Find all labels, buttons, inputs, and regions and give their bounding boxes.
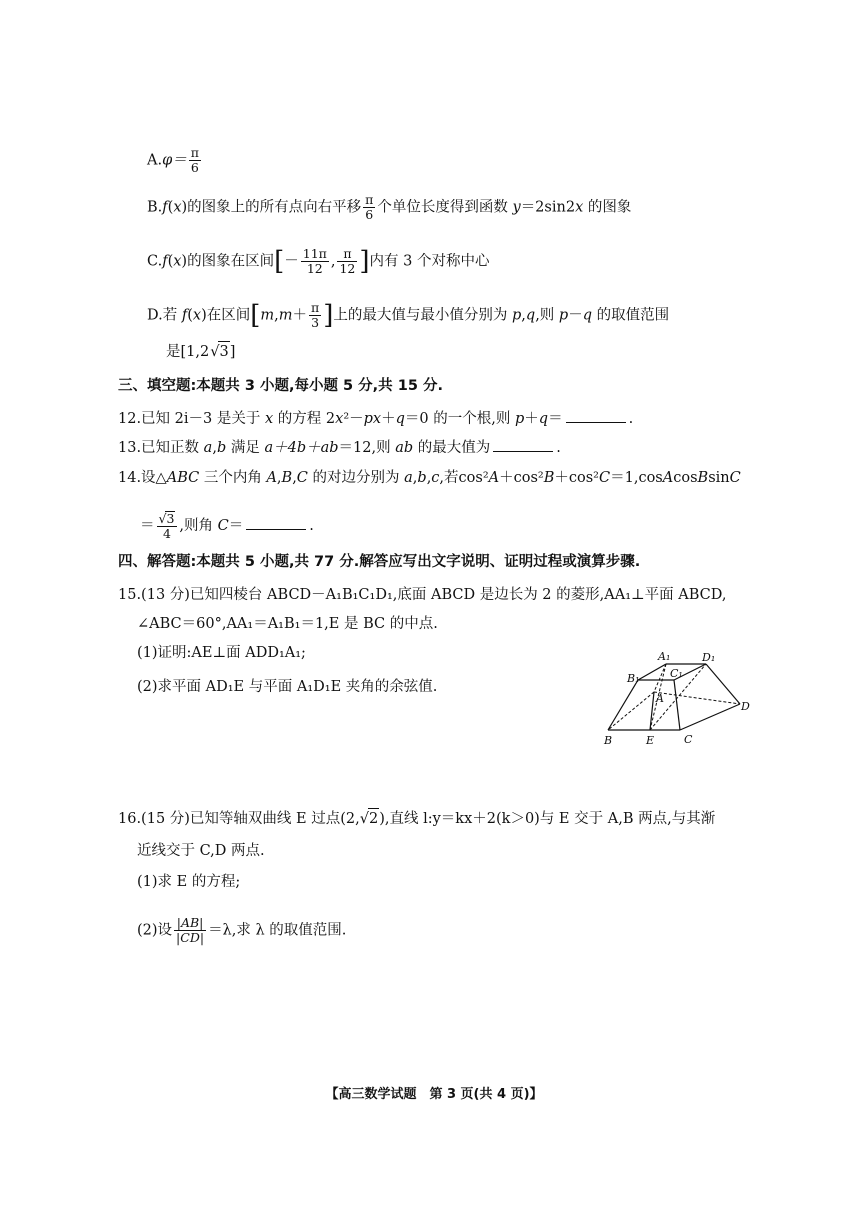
question-14-continuation xyxy=(140,511,314,541)
text: ] xyxy=(229,344,236,360)
text: , xyxy=(330,253,336,270)
text: )在区间 xyxy=(201,307,251,324)
option-c xyxy=(147,247,490,276)
text: 是[1,2 xyxy=(166,344,210,360)
text: ＝2sin2 xyxy=(520,199,576,216)
text: . xyxy=(556,440,561,456)
text: , xyxy=(292,470,297,486)
text: 内有 3 个对称中心 xyxy=(369,253,490,270)
text: , xyxy=(521,307,526,324)
fraction-denominator: 3 xyxy=(311,315,320,330)
math-var: B xyxy=(543,470,555,486)
fraction-numerator: √3 xyxy=(157,511,178,527)
text: 12.已知 2i－3 是关于 xyxy=(118,411,265,427)
math-var: b xyxy=(216,440,227,456)
text: ＝0 的一个根,则 xyxy=(404,411,515,427)
text: ＝ xyxy=(548,411,563,427)
text: (2)设 xyxy=(137,922,173,939)
text: , xyxy=(412,470,418,486)
math-var: y xyxy=(512,199,521,216)
option-b xyxy=(147,193,631,222)
label-d: D xyxy=(741,700,750,713)
text: ,则 xyxy=(535,307,559,324)
math-var: x xyxy=(173,253,182,270)
question-12 xyxy=(118,409,633,429)
fraction-numerator: π xyxy=(365,192,374,207)
edge-d1d xyxy=(706,664,740,704)
math-var: B xyxy=(697,470,709,486)
text: 的最大值为 xyxy=(413,440,491,456)
math-var: b xyxy=(417,470,427,486)
math-var: q xyxy=(538,411,549,427)
sqrt-sign: √ xyxy=(359,811,369,827)
text: , xyxy=(274,307,279,324)
text: . xyxy=(309,518,314,534)
question-16-part-2 xyxy=(137,916,346,945)
edge-cd xyxy=(680,704,740,730)
math-var: x xyxy=(192,307,202,324)
label-b1: B₁ xyxy=(627,672,640,685)
fraction-denominator: 12 xyxy=(339,261,356,276)
edge-b1a1 xyxy=(638,664,666,680)
section-3-title: 三、填空题:本题共 3 小题,每小题 5 分,共 15 分. xyxy=(118,378,443,394)
text: ( xyxy=(167,253,174,270)
fraction-denominator: 6 xyxy=(365,207,374,222)
sqrt-sign: √ xyxy=(210,344,220,360)
text: ＝ xyxy=(228,518,244,534)
frustum-figure xyxy=(600,650,760,750)
fraction-numerator: π xyxy=(190,145,199,160)
fraction xyxy=(337,247,357,276)
math-var: q xyxy=(395,411,405,427)
text: , xyxy=(212,440,217,456)
math-var: m xyxy=(260,307,275,324)
text: ＋cos² xyxy=(554,470,599,486)
sqrt-radicand: 3 xyxy=(166,511,175,526)
text: ＝λ,求 λ 的取值范围. xyxy=(208,922,347,939)
math-var: f xyxy=(162,199,168,216)
question-16-line-1 xyxy=(118,808,715,829)
text: ＋ xyxy=(381,411,396,427)
option-label: B. xyxy=(147,199,163,216)
fraction xyxy=(363,193,375,222)
math-var: ABC xyxy=(166,470,200,486)
text: ( xyxy=(187,307,193,324)
text: 的取值范围 xyxy=(592,307,670,324)
text: ＝ xyxy=(140,518,155,534)
text: ),直线 l:y＝kx＋2(k＞0)与 E 交于 A,B 两点,与其渐 xyxy=(379,811,716,827)
answer-blank xyxy=(246,517,306,530)
text: ＋ xyxy=(292,307,307,324)
math-var: x xyxy=(173,199,182,216)
text: 的对边分别为 xyxy=(307,470,405,486)
fraction-numerator: 11π xyxy=(302,246,327,261)
fraction-denominator: 12 xyxy=(306,261,323,276)
section-4-title: 四、解答题:本题共 5 小题,共 77 分.解答应写出文字说明、证明过程或演算步骤. xyxy=(118,554,641,570)
text: 的图象 xyxy=(583,199,632,216)
edge-ad-hidden xyxy=(654,692,740,704)
fraction-numerator: π xyxy=(337,247,357,262)
option-text: φ＝ xyxy=(162,152,187,169)
label-a1: A₁ xyxy=(658,650,671,663)
label-d1: D₁ xyxy=(702,651,716,664)
fraction-denominator: |CD| xyxy=(176,930,205,945)
edge-a1a-hidden xyxy=(654,664,666,692)
math-var: p xyxy=(558,307,569,324)
text: 三个内角 xyxy=(199,470,267,486)
math-var: C xyxy=(729,470,741,486)
text: , xyxy=(276,470,282,486)
math-var: ab xyxy=(395,440,414,456)
math-var: p xyxy=(514,411,525,427)
question-15-line-2: ∠ABC＝60°,AA₁＝A₁B₁＝1,E 是 BC 的中点. xyxy=(137,616,438,632)
text: 14.设△ xyxy=(118,470,167,486)
question-15-part-2: (2)求平面 AD₁E 与平面 A₁D₁E 夹角的余弦值. xyxy=(137,679,438,695)
text: )的图象在区间 xyxy=(181,253,275,270)
text: ＝12,则 xyxy=(338,440,396,456)
text: － xyxy=(568,307,583,324)
question-13 xyxy=(118,438,561,458)
math-var: f xyxy=(181,307,188,324)
text: ( xyxy=(167,199,174,216)
fraction-denominator: 6 xyxy=(190,160,199,175)
sqrt-radicand: 3 xyxy=(218,341,229,362)
text: 个单位长度得到函数 xyxy=(377,199,513,216)
option-label: A. xyxy=(147,152,163,169)
bracket-right: ] xyxy=(323,300,334,331)
option-label: D. xyxy=(147,307,163,324)
fraction xyxy=(189,146,201,175)
text: 16.(15 分)已知等轴双曲线 E 过点(2, xyxy=(118,811,360,827)
text: , xyxy=(426,470,432,486)
answer-blank xyxy=(566,410,626,423)
label-a: A xyxy=(656,692,664,705)
question-15-line-1: 15.(13 分)已知四棱台 ABCD－A₁B₁C₁D₁,底面 ABCD 是边长为 2 的菱形,AA₁⊥平面 ABCD, xyxy=(118,587,727,603)
text: sin xyxy=(708,470,730,486)
fraction xyxy=(157,511,178,541)
math-var: m xyxy=(278,307,293,324)
question-16-line-2: 近线交于 C,D 两点. xyxy=(137,843,265,859)
text: . xyxy=(628,411,634,427)
text: 的方程 2 xyxy=(273,411,336,427)
text: ,若cos² xyxy=(439,470,489,486)
edge-ae xyxy=(650,692,654,730)
fraction xyxy=(174,916,206,945)
math-var: c xyxy=(431,470,440,486)
text: 13.已知正数 xyxy=(118,440,204,456)
text: 若 xyxy=(162,307,182,324)
answer-blank xyxy=(493,439,553,452)
edge-c1c xyxy=(674,680,680,730)
text: 上的最大值与最小值分别为 xyxy=(333,307,512,324)
math-var: q xyxy=(525,307,536,324)
edge-ab-hidden xyxy=(608,692,654,730)
fraction-numerator: π xyxy=(311,300,320,315)
text: ,则角 xyxy=(179,518,218,534)
math-expression: a＋4b＋ab xyxy=(264,440,339,456)
fraction-denominator: 4 xyxy=(162,526,171,541)
sqrt-radicand: 2 xyxy=(368,808,379,829)
edge-bb1 xyxy=(608,680,638,730)
math-var: p xyxy=(511,307,522,324)
math-var: C xyxy=(217,518,229,534)
math-var: px xyxy=(363,411,382,427)
math-var: a xyxy=(203,440,213,456)
question-14 xyxy=(118,468,741,488)
bracket-left: [ xyxy=(274,246,285,277)
bracket-left: [ xyxy=(250,300,261,331)
text: )的图象上的所有点向右平移 xyxy=(181,199,362,216)
option-d xyxy=(147,301,669,330)
text: ＋cos² xyxy=(499,470,544,486)
question-16-part-1: (1)求 E 的方程; xyxy=(137,874,241,890)
math-var: A xyxy=(662,470,674,486)
math-var: B xyxy=(281,470,293,486)
math-var: f xyxy=(162,253,168,270)
text: 满足 xyxy=(226,440,265,456)
page-footer: 【高三数学试题 第 3 页(共 4 页)】 xyxy=(325,1087,543,1102)
text: ＝1,cos xyxy=(610,470,663,486)
math-var: x xyxy=(575,199,584,216)
math-var: a xyxy=(404,470,413,486)
math-var: x xyxy=(335,411,344,427)
label-e: E xyxy=(646,734,655,747)
math-var: q xyxy=(582,307,592,324)
fraction-numerator: |AB| xyxy=(174,916,206,931)
text: cos xyxy=(673,470,698,486)
text: － xyxy=(284,253,299,270)
math-var: A xyxy=(488,470,500,486)
label-c1: C₁ xyxy=(670,667,683,680)
option-d-continuation xyxy=(166,341,235,362)
math-var: A xyxy=(266,470,277,486)
math-var: C xyxy=(599,470,611,486)
text: ²－ xyxy=(343,411,364,427)
bracket-right: ] xyxy=(359,246,370,277)
question-15-part-1: (1)证明:AE⊥面 ADD₁A₁; xyxy=(137,645,306,661)
fraction xyxy=(301,247,329,276)
math-var: C xyxy=(296,470,308,486)
fraction xyxy=(309,301,321,330)
option-a xyxy=(147,146,203,175)
option-label: C. xyxy=(147,253,163,270)
text: ＋ xyxy=(524,411,539,427)
math-var: x xyxy=(264,411,274,427)
label-b: B xyxy=(604,734,613,747)
label-c: C xyxy=(684,733,693,746)
